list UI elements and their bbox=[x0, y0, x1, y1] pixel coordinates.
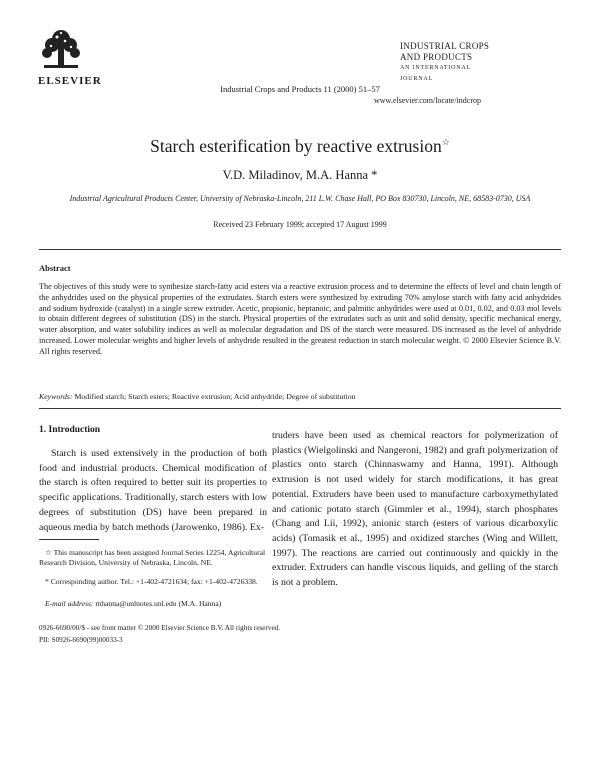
footnote-journal-series: ☆ This manuscript has been assigned Journal Series 12254, Agricultural Research Division, University of Nebraska, Lincoln, NE. bbox=[39, 548, 266, 567]
journal-logo-line1: INDUSTRIAL CROPS bbox=[400, 41, 490, 51]
author-affiliation: Industrial Agricultural Products Center, University of Nebraska-Lincoln, 211 L.W. Chase Hall, PO Box 830730, Lincoln, NE, 68583-0730, USA bbox=[69, 194, 531, 203]
pii-line: PII: S0926-6690(99)00033-3 bbox=[39, 636, 123, 644]
abstract-text: The objectives of this study were to synthesize starch-fatty acid esters via a reactive extrusion process and to determine the effects of level and chain length of the anhydrides used on the physical properties of the extrudates. Starch esters were synthesized by extruding 70% amylose starch with fatty acid anhydrides and sodium hydroxide (catalyst) in a single screw extruder. Acetic, propionic, heptanoic, and palmitic anhydrides were used at 0.01, 0.02, and 0.03 mol levels to obtain different degrees of substitution (DS) in the starch. Physical properties of the extrudates such as unit and solid density, specific mechanical energy, water absorption, and water solubility indices as well as molecular degradation and DS of the starch were measured. DS increased as the level of anhydride increased. Lower molecular weights and higher levels of anhydride resulted in the greatest reduction in starch molecular weight. © 2000 Elsevier Science B.V. All rights reserved. bbox=[39, 282, 561, 356]
journal-citation: Industrial Crops and Products 11 (2000) 51–57 bbox=[220, 84, 380, 94]
footnote-rule bbox=[39, 539, 99, 540]
abstract-top-rule bbox=[39, 249, 561, 250]
keywords-list: Modified starch; Starch esters; Reactive extrusion; Acid anhydride; Degree of substitution bbox=[74, 392, 356, 401]
copyright-line: 0926-6690/00/$ - see front matter © 2000 Elsevier Science B.V. All rights reserved. bbox=[39, 624, 281, 632]
article-title bbox=[0, 136, 600, 157]
keywords bbox=[39, 392, 561, 401]
journal-url-link[interactable]: www.elsevier.com/locate/indcrop bbox=[374, 96, 481, 105]
email-label: E-mail address: bbox=[45, 599, 94, 608]
abstract-bottom-rule bbox=[39, 408, 561, 409]
journal-logo bbox=[400, 41, 490, 85]
article-authors: V.D. Miladinov, M.A. Hanna * bbox=[222, 168, 378, 182]
received-dates: Received 23 February 1999; accepted 17 August 1999 bbox=[213, 220, 387, 229]
journal-logo-line3: AN INTERNATIONAL JOURNAL bbox=[400, 65, 471, 82]
footnote-corresponding-author: * Corresponding author. Tel.: +1-402-4721634; fax: +1-402-4726338. bbox=[45, 577, 258, 586]
section-heading-introduction: 1. Introduction bbox=[39, 425, 101, 435]
elsevier-tree-logo-icon bbox=[38, 27, 84, 71]
footnote-email bbox=[39, 599, 273, 609]
keywords-label: Keywords: bbox=[39, 392, 73, 401]
intro-left-column: Starch is used extensively in the production of both food and industrial products. Chemical modification of the starch is often required to better suit its properties to specific applications. Traditionally, starch esters with low degrees of substitution (DS) have been prepared in aqueous media by batch methods (Jarowenko, 1986). Ex- bbox=[39, 448, 267, 533]
email-address-link[interactable]: mhanna@unlnotes.unl.edu (M.A. Hanna) bbox=[95, 599, 222, 608]
article-title-text: Starch esterification by reactive extrusion bbox=[150, 136, 442, 156]
abstract-heading: Abstract bbox=[39, 263, 71, 273]
intro-right-column: truders have been used as chemical reactors for polymerization of plastics (Wielgolinski and Nangeroni, 1982) and graft polymerization of plastics onto starch (Chinnaswamy and Hanna, 1991). Although extrusion is not used widely for starch modifications, it has great potential. Extruders have been used to manufacture carboxymethylated and cationic potato starch (Gimmler et al., 1994), starch phosphates (Chang and Lii, 1992), anionic starch (esters of various dicarboxylic acids) (Tomasik et al., 1995) and oxidized starches (Wing and Willett, 1997). The reactions are carried out continuously and quickly in the extruder. Extruders can handle viscous liquids, and gelling of the starch is not a problem. bbox=[272, 430, 558, 589]
title-footnote-mark[interactable]: ☆ bbox=[441, 137, 450, 148]
publisher-name: ELSEVIER bbox=[38, 75, 102, 87]
journal-logo-line2: AND PRODUCTS bbox=[400, 52, 473, 62]
